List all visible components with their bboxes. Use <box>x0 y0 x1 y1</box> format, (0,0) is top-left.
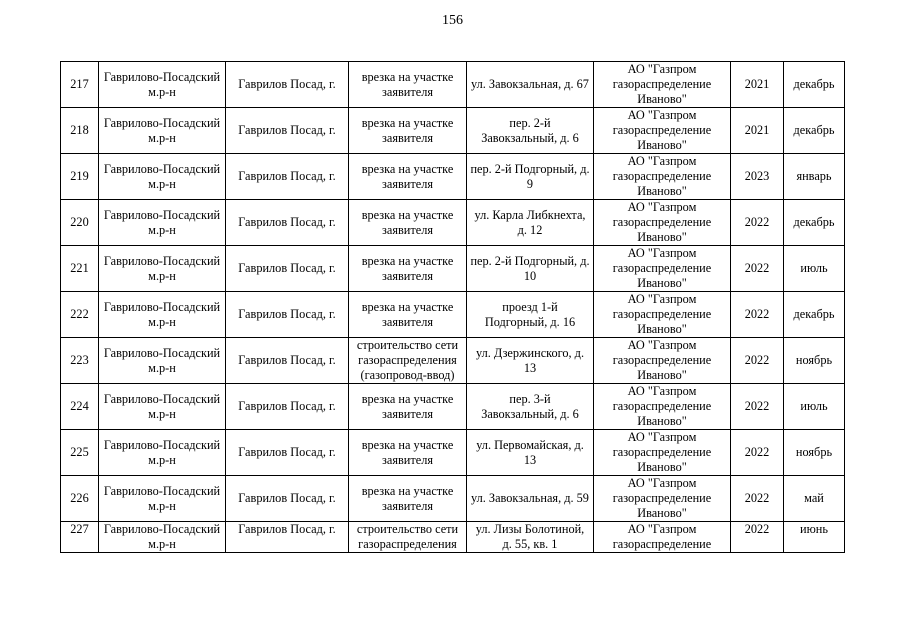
work-type-cell: врезка на участке заявителя <box>349 476 467 522</box>
organization-cell: АО "Газпром газораспределение Иваново" <box>594 476 731 522</box>
row-number-cell: 219 <box>61 154 99 200</box>
locality-cell: Гаврилов Посад, г. <box>226 200 349 246</box>
month-cell: июнь <box>784 522 845 553</box>
district-cell: Гаврилово-Посадский м.р-н <box>99 62 226 108</box>
page-number: 156 <box>442 13 463 28</box>
row-number-cell: 224 <box>61 384 99 430</box>
month-cell: декабрь <box>784 62 845 108</box>
month-cell: май <box>784 476 845 522</box>
locality-cell: Гаврилов Посад, г. <box>226 338 349 384</box>
locality-cell: Гаврилов Посад, г. <box>226 246 349 292</box>
table-row <box>61 384 845 430</box>
district-cell: Гаврилово-Посадский м.р-н <box>99 430 226 476</box>
district-cell: Гаврилово-Посадский м.р-н <box>99 246 226 292</box>
district-cell: Гаврилово-Посадский м.р-н <box>99 522 226 553</box>
address-cell: пер. 3-й Завокзальный, д. 6 <box>467 384 594 430</box>
year-cell: 2021 <box>731 62 784 108</box>
locality-cell: Гаврилов Посад, г. <box>226 108 349 154</box>
organization-cell: АО "Газпром газораспределение Иваново" <box>594 200 731 246</box>
table-row <box>61 338 845 384</box>
row-number-cell: 221 <box>61 246 99 292</box>
locality-cell: Гаврилов Посад, г. <box>226 154 349 200</box>
table-row <box>61 522 845 553</box>
table-row <box>61 62 845 108</box>
address-cell: пер. 2-й Подгорный, д. 10 <box>467 246 594 292</box>
year-cell: 2022 <box>731 292 784 338</box>
organization-cell: АО "Газпром газораспределение Иваново" <box>594 154 731 200</box>
table-row <box>61 246 845 292</box>
district-cell: Гаврилово-Посадский м.р-н <box>99 476 226 522</box>
district-cell: Гаврилово-Посадский м.р-н <box>99 292 226 338</box>
organization-cell: АО "Газпром газораспределение Иваново" <box>594 246 731 292</box>
organization-cell: АО "Газпром газораспределение <box>594 522 731 553</box>
organization-cell: АО "Газпром газораспределение Иваново" <box>594 292 731 338</box>
work-type-cell: строительство сети газораспределения <box>349 522 467 553</box>
address-cell: пер. 2-й Подгорный, д. 9 <box>467 154 594 200</box>
district-cell: Гаврилово-Посадский м.р-н <box>99 108 226 154</box>
district-cell: Гаврилово-Посадский м.р-н <box>99 384 226 430</box>
table-row <box>61 430 845 476</box>
row-number-cell: 217 <box>61 62 99 108</box>
address-cell: пер. 2-й Завокзальный, д. 6 <box>467 108 594 154</box>
row-number-cell: 220 <box>61 200 99 246</box>
table-row <box>61 154 845 200</box>
address-cell: ул. Лизы Болотиной, д. 55, кв. 1 <box>467 522 594 553</box>
work-type-cell: врезка на участке заявителя <box>349 246 467 292</box>
work-type-cell: врезка на участке заявителя <box>349 154 467 200</box>
row-number-cell: 226 <box>61 476 99 522</box>
month-cell: декабрь <box>784 200 845 246</box>
locality-cell: Гаврилов Посад, г. <box>226 384 349 430</box>
district-cell: Гаврилово-Посадский м.р-н <box>99 154 226 200</box>
row-number-cell: 222 <box>61 292 99 338</box>
month-cell: июль <box>784 384 845 430</box>
organization-cell: АО "Газпром газораспределение Иваново" <box>594 108 731 154</box>
year-cell: 2021 <box>731 108 784 154</box>
year-cell: 2023 <box>731 154 784 200</box>
year-cell: 2022 <box>731 522 784 553</box>
row-number-cell: 218 <box>61 108 99 154</box>
address-cell: ул. Завокзальная, д. 67 <box>467 62 594 108</box>
address-cell: ул. Завокзальная, д. 59 <box>467 476 594 522</box>
work-type-cell: врезка на участке заявителя <box>349 200 467 246</box>
locality-cell: Гаврилов Посад, г. <box>226 522 349 553</box>
month-cell: январь <box>784 154 845 200</box>
locality-cell: Гаврилов Посад, г. <box>226 292 349 338</box>
table-row <box>61 108 845 154</box>
work-type-cell: врезка на участке заявителя <box>349 292 467 338</box>
address-cell: ул. Первомайская, д. 13 <box>467 430 594 476</box>
month-cell: декабрь <box>784 108 845 154</box>
organization-cell: АО "Газпром газораспределение Иваново" <box>594 338 731 384</box>
work-type-cell: врезка на участке заявителя <box>349 430 467 476</box>
year-cell: 2022 <box>731 200 784 246</box>
district-cell: Гаврилово-Посадский м.р-н <box>99 200 226 246</box>
district-cell: Гаврилово-Посадский м.р-н <box>99 338 226 384</box>
address-cell: ул. Дзержинского, д. 13 <box>467 338 594 384</box>
month-cell: декабрь <box>784 292 845 338</box>
month-cell: ноябрь <box>784 338 845 384</box>
year-cell: 2022 <box>731 246 784 292</box>
work-type-cell: строительство сети газораспределения (газопровод-ввод) <box>349 338 467 384</box>
address-cell: проезд 1-й Подгорный, д. 16 <box>467 292 594 338</box>
month-cell: июль <box>784 246 845 292</box>
work-type-cell: врезка на участке заявителя <box>349 384 467 430</box>
work-type-cell: врезка на участке заявителя <box>349 108 467 154</box>
row-number-cell: 225 <box>61 430 99 476</box>
work-type-cell: врезка на участке заявителя <box>349 62 467 108</box>
table-row <box>61 292 845 338</box>
locality-cell: Гаврилов Посад, г. <box>226 430 349 476</box>
table-row <box>61 476 845 522</box>
table-body <box>61 62 845 553</box>
gasification-table <box>60 61 845 553</box>
year-cell: 2022 <box>731 384 784 430</box>
organization-cell: АО "Газпром газораспределение Иваново" <box>594 384 731 430</box>
locality-cell: Гаврилов Посад, г. <box>226 62 349 108</box>
year-cell: 2022 <box>731 338 784 384</box>
table-row <box>61 200 845 246</box>
address-cell: ул. Карла Либкнехта, д. 12 <box>467 200 594 246</box>
row-number-cell: 223 <box>61 338 99 384</box>
organization-cell: АО "Газпром газораспределение Иваново" <box>594 62 731 108</box>
organization-cell: АО "Газпром газораспределение Иваново" <box>594 430 731 476</box>
row-number-cell: 227 <box>61 522 99 553</box>
year-cell: 2022 <box>731 430 784 476</box>
month-cell: ноябрь <box>784 430 845 476</box>
year-cell: 2022 <box>731 476 784 522</box>
locality-cell: Гаврилов Посад, г. <box>226 476 349 522</box>
